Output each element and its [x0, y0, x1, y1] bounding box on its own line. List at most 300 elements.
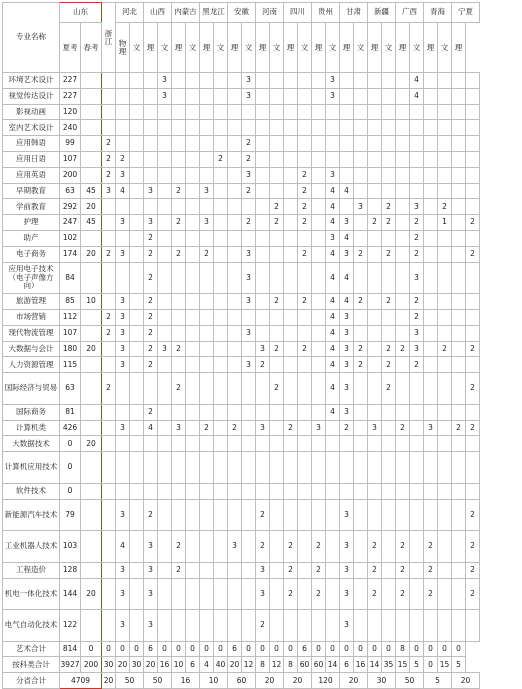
- plan-value: [158, 294, 172, 310]
- plan-value: [452, 373, 466, 405]
- plan-value: 4: [410, 73, 424, 89]
- plan-value: 2: [270, 341, 284, 357]
- plan-value: [130, 531, 144, 563]
- plan-value: 2: [354, 357, 368, 373]
- plan-value: 3: [116, 325, 130, 341]
- plan-value: [438, 246, 452, 262]
- plan-value: [158, 499, 172, 531]
- plan-value: [172, 610, 186, 642]
- plan-value: [438, 104, 452, 120]
- plan-value: 102: [60, 230, 81, 246]
- plan-value: [214, 341, 228, 357]
- plan-value: [81, 73, 102, 89]
- plan-value: 426: [60, 420, 81, 436]
- plan-value: [368, 610, 382, 642]
- plan-value: [452, 167, 466, 183]
- plan-value: [270, 404, 284, 420]
- plan-value: [424, 357, 438, 373]
- plan-value: [172, 294, 186, 310]
- plan-value: [284, 610, 298, 642]
- plan-value: [466, 357, 480, 373]
- plan-value: [438, 136, 452, 152]
- plan-value: 2: [410, 246, 424, 262]
- art-total-value: 6: [228, 641, 242, 657]
- plan-value: [298, 452, 312, 484]
- plan-value: [186, 167, 200, 183]
- plan-value: 2: [424, 578, 438, 610]
- subcolumn-header: 理: [396, 23, 410, 73]
- plan-value: 200: [60, 167, 81, 183]
- major-name: 市场营销: [3, 309, 60, 325]
- plan-value: [382, 230, 396, 246]
- subcolumn-header: 春考: [81, 23, 102, 73]
- table-row: [3, 483, 480, 499]
- plan-value: [186, 215, 200, 231]
- plan-value: 4: [326, 309, 340, 325]
- plan-value: 2: [172, 215, 186, 231]
- plan-value: [158, 309, 172, 325]
- plan-value: [424, 88, 438, 104]
- plan-value: [242, 452, 256, 484]
- art-total-value: 0: [340, 641, 354, 657]
- plan-value: [312, 246, 326, 262]
- plan-value: [298, 436, 312, 452]
- plan-value: [396, 215, 410, 231]
- subcolumn-header: 文: [382, 23, 396, 73]
- table-row: [3, 104, 480, 120]
- plan-value: [144, 483, 158, 499]
- category-total-value: 12: [242, 657, 256, 673]
- province-total-value: 60: [228, 673, 256, 689]
- plan-value: 2: [396, 531, 410, 563]
- plan-value: [424, 404, 438, 420]
- plan-value: [228, 404, 242, 420]
- plan-value: [158, 199, 172, 215]
- table-row: [3, 215, 480, 231]
- subcolumn-header: 文: [130, 23, 144, 73]
- plan-value: [368, 199, 382, 215]
- plan-value: 4: [326, 246, 340, 262]
- plan-value: [228, 73, 242, 89]
- plan-value: [102, 341, 116, 357]
- art-total-value: 0: [130, 641, 144, 657]
- plan-value: [312, 151, 326, 167]
- plan-value: [466, 325, 480, 341]
- plan-value: [186, 262, 200, 294]
- plan-value: [186, 73, 200, 89]
- plan-value: [102, 610, 116, 642]
- plan-value: 79: [60, 499, 81, 531]
- plan-value: 4: [326, 294, 340, 310]
- plan-value: [200, 88, 214, 104]
- plan-value: 227: [60, 73, 81, 89]
- subcolumn-header: 理: [452, 23, 466, 73]
- plan-value: [424, 610, 438, 642]
- plan-value: [270, 357, 284, 373]
- plan-value: [256, 104, 270, 120]
- plan-value: [81, 120, 102, 136]
- plan-value: [382, 404, 396, 420]
- plan-value: 227: [60, 88, 81, 104]
- subcolumn-header: 理: [312, 23, 326, 73]
- plan-value: 2: [298, 183, 312, 199]
- plan-value: [298, 325, 312, 341]
- plan-value: [354, 578, 368, 610]
- plan-value: 2: [284, 420, 298, 436]
- plan-value: [354, 483, 368, 499]
- plan-value: [144, 104, 158, 120]
- plan-value: 4: [326, 373, 340, 405]
- art-total-value: 0: [242, 641, 256, 657]
- plan-value: [130, 73, 144, 89]
- plan-value: [130, 262, 144, 294]
- art-total-value: 0: [172, 641, 186, 657]
- plan-value: [186, 88, 200, 104]
- plan-value: 2: [312, 562, 326, 578]
- plan-value: [354, 88, 368, 104]
- plan-value: [144, 88, 158, 104]
- plan-value: 4: [144, 420, 158, 436]
- plan-value: 3: [144, 578, 158, 610]
- plan-value: [424, 436, 438, 452]
- plan-value: 2: [438, 341, 452, 357]
- plan-value: [396, 120, 410, 136]
- plan-value: [116, 88, 130, 104]
- plan-value: [228, 151, 242, 167]
- plan-value: [396, 325, 410, 341]
- plan-value: [410, 136, 424, 152]
- plan-value: [200, 199, 214, 215]
- plan-value: [368, 151, 382, 167]
- plan-value: 2: [144, 262, 158, 294]
- plan-value: [242, 578, 256, 610]
- plan-value: [354, 136, 368, 152]
- plan-value: [466, 120, 480, 136]
- plan-value: [214, 120, 228, 136]
- plan-value: 20: [81, 246, 102, 262]
- plan-value: [452, 309, 466, 325]
- plan-value: 99: [60, 136, 81, 152]
- plan-value: 3: [326, 88, 340, 104]
- plan-value: [228, 246, 242, 262]
- plan-value: [424, 452, 438, 484]
- plan-value: [284, 452, 298, 484]
- plan-value: [200, 230, 214, 246]
- plan-value: [452, 483, 466, 499]
- major-name: 早期教育: [3, 183, 60, 199]
- plan-value: [200, 151, 214, 167]
- art-total-value: 0: [81, 641, 102, 657]
- plan-value: [452, 230, 466, 246]
- subcolumn-header: 文: [158, 23, 172, 73]
- plan-value: 3: [340, 341, 354, 357]
- plan-value: [312, 230, 326, 246]
- plan-value: 3: [242, 357, 256, 373]
- plan-value: [102, 531, 116, 563]
- major-name: 室内艺术设计: [3, 120, 60, 136]
- plan-value: 2: [354, 341, 368, 357]
- plan-value: [368, 246, 382, 262]
- major-name: 新能源汽车技术: [3, 499, 60, 531]
- plan-value: [158, 357, 172, 373]
- plan-value: [298, 373, 312, 405]
- plan-value: 2: [242, 151, 256, 167]
- plan-value: [298, 230, 312, 246]
- plan-value: [172, 104, 186, 120]
- category-total-value: 30: [102, 657, 116, 673]
- plan-value: [214, 436, 228, 452]
- plan-value: 2: [382, 341, 396, 357]
- plan-value: [368, 404, 382, 420]
- plan-value: 4: [340, 230, 354, 246]
- plan-value: [466, 104, 480, 120]
- plan-value: 4: [326, 404, 340, 420]
- plan-value: [242, 436, 256, 452]
- plan-value: [354, 215, 368, 231]
- plan-value: 3: [158, 73, 172, 89]
- plan-value: 2: [466, 341, 480, 357]
- plan-value: 3: [354, 199, 368, 215]
- art-total-value: 0: [312, 641, 326, 657]
- plan-value: [270, 246, 284, 262]
- major-name: 计算机应用技术: [3, 452, 60, 484]
- plan-value: [354, 120, 368, 136]
- plan-value: [298, 151, 312, 167]
- plan-value: [172, 325, 186, 341]
- plan-value: [298, 120, 312, 136]
- plan-value: 2: [256, 499, 270, 531]
- plan-value: [326, 452, 340, 484]
- plan-value: [312, 183, 326, 199]
- plan-value: [466, 404, 480, 420]
- plan-value: [354, 499, 368, 531]
- province-header: 贵州: [312, 3, 340, 23]
- plan-value: [452, 136, 466, 152]
- plan-value: [144, 436, 158, 452]
- plan-value: [130, 136, 144, 152]
- plan-value: [354, 404, 368, 420]
- plan-value: [466, 452, 480, 484]
- plan-value: [368, 483, 382, 499]
- plan-value: [214, 73, 228, 89]
- plan-value: [186, 230, 200, 246]
- plan-value: [200, 483, 214, 499]
- plan-value: 2: [396, 420, 410, 436]
- province-header: 山西: [144, 3, 172, 23]
- plan-value: [172, 436, 186, 452]
- plan-value: [410, 452, 424, 484]
- plan-value: [200, 578, 214, 610]
- plan-value: [326, 436, 340, 452]
- plan-value: [368, 167, 382, 183]
- province-header: 宁夏: [452, 3, 480, 23]
- plan-value: [144, 199, 158, 215]
- plan-value: [270, 73, 284, 89]
- art-total-value: 0: [424, 641, 438, 657]
- plan-value: [200, 531, 214, 563]
- plan-value: [410, 183, 424, 199]
- plan-value: 2: [256, 610, 270, 642]
- table-row: [3, 357, 480, 373]
- plan-value: [326, 120, 340, 136]
- plan-value: 4: [326, 183, 340, 199]
- plan-value: [158, 151, 172, 167]
- province-header: 黑龙江: [200, 3, 228, 23]
- plan-value: 2: [102, 136, 116, 152]
- plan-value: [214, 88, 228, 104]
- plan-value: [298, 578, 312, 610]
- plan-value: [270, 452, 284, 484]
- art-total-row: [3, 641, 480, 657]
- plan-value: [158, 610, 172, 642]
- plan-value: [158, 262, 172, 294]
- plan-value: [172, 199, 186, 215]
- plan-value: 122: [60, 610, 81, 642]
- plan-value: 3: [312, 420, 326, 436]
- plan-value: 20: [81, 436, 102, 452]
- plan-value: 4: [326, 262, 340, 294]
- table-row: [3, 88, 480, 104]
- province-total-value: 20: [452, 673, 480, 689]
- plan-value: [172, 167, 186, 183]
- plan-value: [158, 562, 172, 578]
- plan-value: [410, 531, 424, 563]
- plan-value: 2: [284, 578, 298, 610]
- plan-value: 3: [340, 578, 354, 610]
- plan-value: 3: [340, 246, 354, 262]
- plan-value: [214, 610, 228, 642]
- plan-value: [438, 151, 452, 167]
- plan-value: [382, 436, 396, 452]
- plan-value: [452, 215, 466, 231]
- plan-value: [172, 357, 186, 373]
- plan-value: [466, 167, 480, 183]
- plan-value: 2: [424, 531, 438, 563]
- plan-value: [312, 452, 326, 484]
- plan-value: 2: [270, 199, 284, 215]
- plan-value: [158, 420, 172, 436]
- plan-value: 3: [340, 357, 354, 373]
- plan-value: [382, 151, 396, 167]
- plan-value: [466, 262, 480, 294]
- province-total-value: 16: [172, 673, 200, 689]
- category-total-value: 15: [438, 657, 452, 673]
- plan-value: 2: [298, 246, 312, 262]
- plan-value: 3: [410, 341, 424, 357]
- plan-value: 3: [242, 167, 256, 183]
- plan-value: 2: [172, 341, 186, 357]
- plan-value: [410, 404, 424, 420]
- plan-value: [452, 562, 466, 578]
- plan-value: [158, 120, 172, 136]
- art-total-value: 0: [354, 641, 368, 657]
- plan-value: 2: [228, 420, 242, 436]
- plan-value: 3: [228, 531, 242, 563]
- plan-value: [256, 373, 270, 405]
- plan-value: [298, 562, 312, 578]
- plan-value: 1: [438, 215, 452, 231]
- plan-value: [256, 436, 270, 452]
- plan-value: [116, 104, 130, 120]
- plan-value: [214, 578, 228, 610]
- plan-value: 120: [60, 104, 81, 120]
- plan-value: [396, 452, 410, 484]
- plan-value: 2: [312, 531, 326, 563]
- major-name-header: 专业名称: [3, 3, 60, 73]
- plan-value: 2: [368, 215, 382, 231]
- table-row: [3, 120, 480, 136]
- plan-value: 2: [102, 151, 116, 167]
- plan-value: [438, 325, 452, 341]
- plan-value: [158, 104, 172, 120]
- plan-value: 2: [172, 373, 186, 405]
- plan-value: 2: [410, 230, 424, 246]
- plan-value: [340, 73, 354, 89]
- plan-value: [284, 120, 298, 136]
- plan-value: [354, 151, 368, 167]
- plan-value: [326, 104, 340, 120]
- plan-value: [326, 531, 340, 563]
- plan-value: [116, 373, 130, 405]
- plan-value: [200, 167, 214, 183]
- plan-value: [158, 167, 172, 183]
- plan-value: 103: [60, 531, 81, 563]
- plan-value: [438, 183, 452, 199]
- plan-value: [368, 325, 382, 341]
- plan-value: 4: [340, 294, 354, 310]
- plan-value: [228, 452, 242, 484]
- plan-value: 3: [116, 357, 130, 373]
- category-total-value: 35: [382, 657, 396, 673]
- plan-value: [256, 88, 270, 104]
- subcolumn-header: 理: [424, 23, 438, 73]
- major-name: 应用英语: [3, 167, 60, 183]
- plan-value: 3: [144, 215, 158, 231]
- plan-value: [424, 373, 438, 405]
- major-name: 学前教育: [3, 199, 60, 215]
- plan-value: [410, 120, 424, 136]
- plan-value: [410, 420, 424, 436]
- plan-value: [312, 262, 326, 294]
- plan-value: [354, 309, 368, 325]
- plan-value: 81: [60, 404, 81, 420]
- plan-value: [312, 167, 326, 183]
- plan-value: [452, 199, 466, 215]
- plan-value: [326, 136, 340, 152]
- plan-value: [144, 73, 158, 89]
- plan-value: [270, 325, 284, 341]
- plan-value: [214, 215, 228, 231]
- plan-value: [312, 136, 326, 152]
- plan-value: [116, 452, 130, 484]
- plan-value: [326, 578, 340, 610]
- plan-value: [158, 325, 172, 341]
- plan-value: 3: [144, 183, 158, 199]
- plan-value: [312, 436, 326, 452]
- plan-value: [256, 325, 270, 341]
- major-name: 旅游管理: [3, 294, 60, 310]
- plan-value: 2: [116, 151, 130, 167]
- plan-value: [452, 151, 466, 167]
- plan-value: 63: [60, 183, 81, 199]
- province-total-value: 20: [340, 673, 368, 689]
- plan-value: [298, 88, 312, 104]
- plan-value: [312, 309, 326, 325]
- plan-value: 2: [312, 578, 326, 610]
- plan-value: [438, 167, 452, 183]
- plan-value: [186, 183, 200, 199]
- plan-value: 20: [81, 341, 102, 357]
